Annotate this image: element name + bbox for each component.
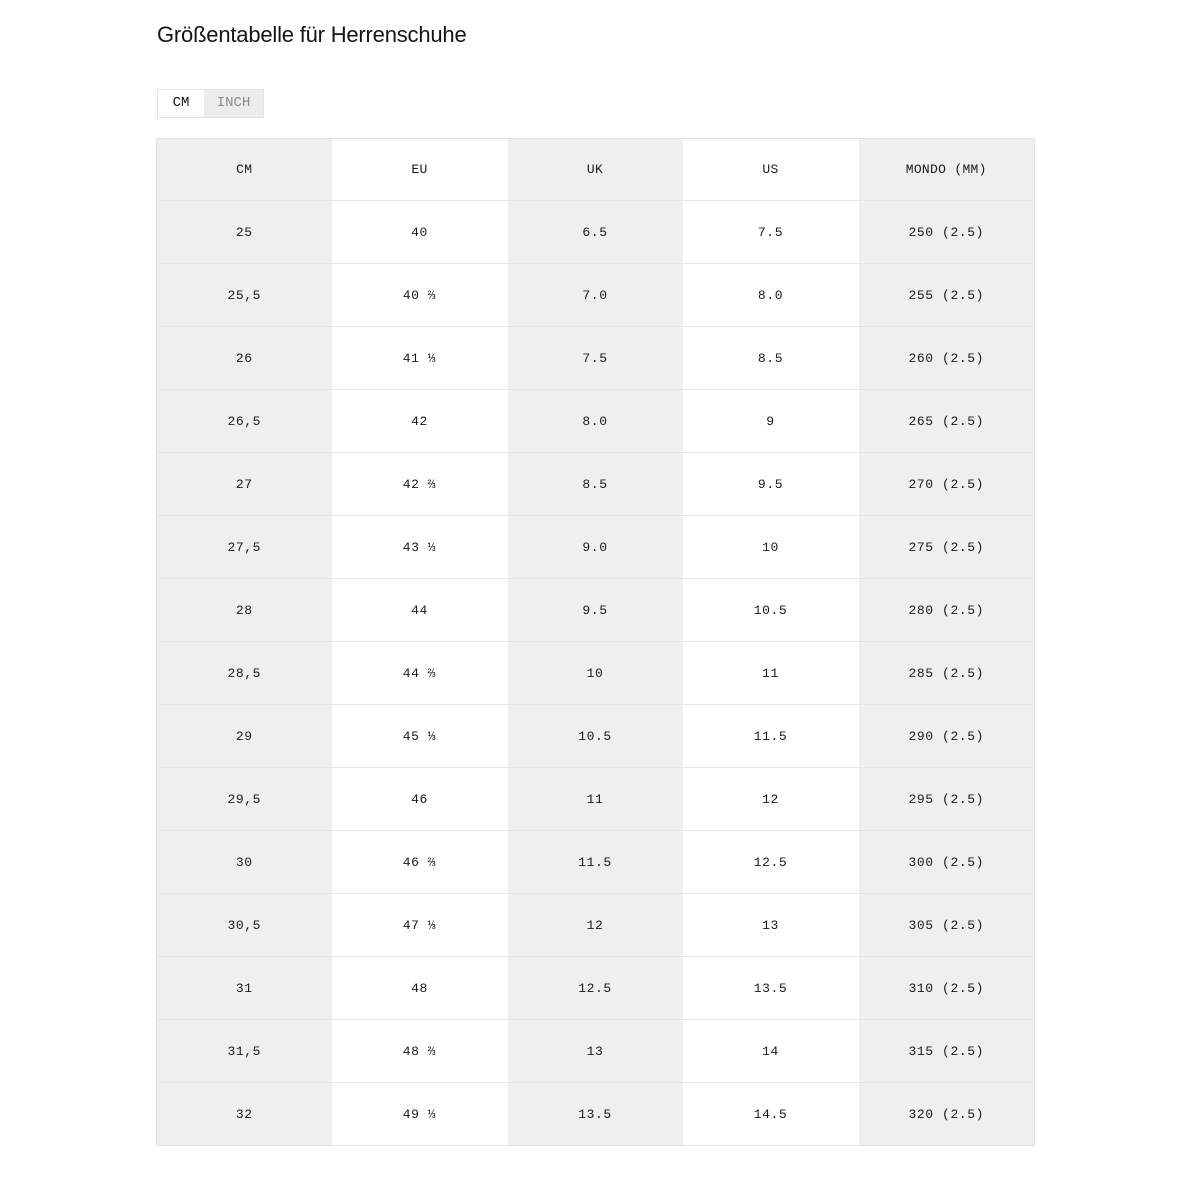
cell-eu: 45 ⅓ [332, 705, 508, 768]
header-eu: EU [332, 139, 508, 201]
cell-mondo: 255 (2.5) [859, 264, 1035, 327]
cell-us: 12.5 [683, 831, 859, 894]
table-row [157, 957, 1035, 1020]
cell-mondo: 265 (2.5) [859, 390, 1035, 453]
table-row [157, 894, 1035, 957]
header-uk: UK [508, 139, 683, 201]
cell-cm: 27,5 [157, 516, 332, 579]
cell-eu: 44 [332, 579, 508, 642]
table-row [157, 642, 1035, 705]
cell-eu: 47 ⅓ [332, 894, 508, 957]
table-row [157, 201, 1035, 264]
size-rows [157, 201, 1035, 1146]
table-row [157, 1020, 1035, 1083]
cell-mondo: 280 (2.5) [859, 579, 1035, 642]
cell-uk: 11.5 [508, 831, 683, 894]
cell-eu: 46 [332, 768, 508, 831]
table-row [157, 327, 1035, 390]
unit-cm-button[interactable]: CM [158, 90, 204, 117]
table-row [157, 264, 1035, 327]
cell-cm: 28 [157, 579, 332, 642]
cell-uk: 12.5 [508, 957, 683, 1020]
cell-cm: 29 [157, 705, 332, 768]
cell-uk: 8.0 [508, 390, 683, 453]
size-table [156, 138, 1035, 1146]
cell-cm: 32 [157, 1083, 332, 1146]
cell-mondo: 315 (2.5) [859, 1020, 1035, 1083]
cell-uk: 9.5 [508, 579, 683, 642]
table-row [157, 516, 1035, 579]
table-row [157, 1083, 1035, 1146]
cell-us: 11 [683, 642, 859, 705]
table-row [157, 579, 1035, 642]
unit-toggle [157, 89, 264, 118]
cell-mondo: 300 (2.5) [859, 831, 1035, 894]
cell-mondo: 260 (2.5) [859, 327, 1035, 390]
cell-uk: 10 [508, 642, 683, 705]
cell-mondo: 295 (2.5) [859, 768, 1035, 831]
cell-mondo: 275 (2.5) [859, 516, 1035, 579]
cell-cm: 30 [157, 831, 332, 894]
cell-eu: 42 [332, 390, 508, 453]
cell-uk: 9.0 [508, 516, 683, 579]
cell-mondo: 320 (2.5) [859, 1083, 1035, 1146]
cell-us: 10.5 [683, 579, 859, 642]
table-row [157, 705, 1035, 768]
cell-eu: 40 ⅔ [332, 264, 508, 327]
cell-uk: 7.5 [508, 327, 683, 390]
page-title: Größentabelle für Herrenschuhe [157, 22, 467, 47]
cell-cm: 31,5 [157, 1020, 332, 1083]
cell-eu: 48 ⅔ [332, 1020, 508, 1083]
cell-uk: 13.5 [508, 1083, 683, 1146]
cell-eu: 49 ⅓ [332, 1083, 508, 1146]
table-row [157, 768, 1035, 831]
cell-uk: 7.0 [508, 264, 683, 327]
cell-mondo: 290 (2.5) [859, 705, 1035, 768]
cell-cm: 30,5 [157, 894, 332, 957]
cell-uk: 6.5 [508, 201, 683, 264]
cell-us: 8.0 [683, 264, 859, 327]
table-row [157, 831, 1035, 894]
cell-uk: 11 [508, 768, 683, 831]
cell-uk: 10.5 [508, 705, 683, 768]
cell-us: 7.5 [683, 201, 859, 264]
header-cm: CM [157, 139, 332, 201]
cell-cm: 29,5 [157, 768, 332, 831]
cell-mondo: 270 (2.5) [859, 453, 1035, 516]
cell-uk: 8.5 [508, 453, 683, 516]
cell-eu: 41 ⅓ [332, 327, 508, 390]
cell-uk: 12 [508, 894, 683, 957]
cell-mondo: 310 (2.5) [859, 957, 1035, 1020]
cell-eu: 48 [332, 957, 508, 1020]
cell-eu: 40 [332, 201, 508, 264]
header-us: US [683, 139, 859, 201]
cell-cm: 26,5 [157, 390, 332, 453]
cell-eu: 44 ⅔ [332, 642, 508, 705]
cell-eu: 42 ⅔ [332, 453, 508, 516]
cell-us: 8.5 [683, 327, 859, 390]
cell-us: 12 [683, 768, 859, 831]
cell-cm: 27 [157, 453, 332, 516]
cell-us: 9.5 [683, 453, 859, 516]
cell-mondo: 305 (2.5) [859, 894, 1035, 957]
cell-mondo: 250 (2.5) [859, 201, 1035, 264]
cell-uk: 13 [508, 1020, 683, 1083]
cell-us: 11.5 [683, 705, 859, 768]
cell-us: 14.5 [683, 1083, 859, 1146]
table-row [157, 453, 1035, 516]
cell-cm: 31 [157, 957, 332, 1020]
cell-cm: 25,5 [157, 264, 332, 327]
cell-eu: 46 ⅔ [332, 831, 508, 894]
header-mondo: MONDO (MM) [859, 139, 1035, 201]
cell-us: 10 [683, 516, 859, 579]
cell-mondo: 285 (2.5) [859, 642, 1035, 705]
cell-cm: 25 [157, 201, 332, 264]
cell-cm: 26 [157, 327, 332, 390]
table-row [157, 390, 1035, 453]
cell-us: 13.5 [683, 957, 859, 1020]
cell-cm: 28,5 [157, 642, 332, 705]
cell-us: 14 [683, 1020, 859, 1083]
cell-us: 13 [683, 894, 859, 957]
cell-eu: 43 ⅓ [332, 516, 508, 579]
cell-us: 9 [683, 390, 859, 453]
unit-inch-button[interactable]: INCH [204, 90, 263, 117]
header-row [157, 139, 1035, 201]
